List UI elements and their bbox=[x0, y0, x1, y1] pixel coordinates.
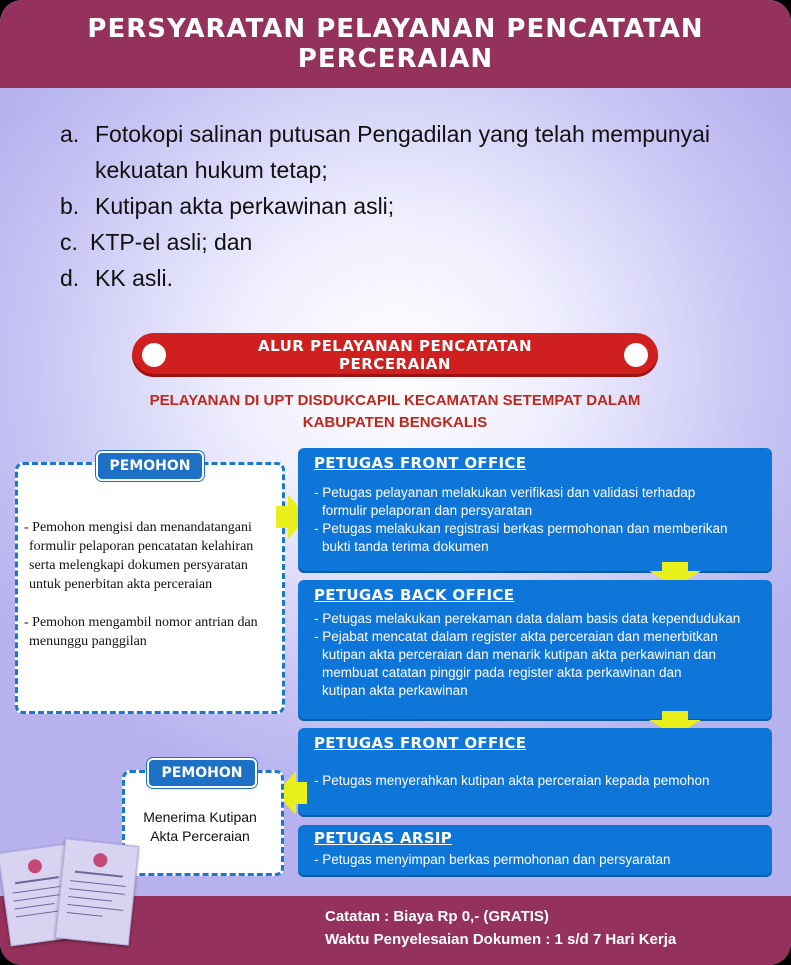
title-banner bbox=[0, 0, 791, 88]
office-title: PETUGAS FRONT OFFICE bbox=[314, 454, 527, 472]
flow-subtitle-line-2: KABUPATEN BENGKALIS bbox=[302, 414, 488, 431]
applicant-step-line: serta melengkapi dokumen persyaratan bbox=[29, 558, 248, 573]
requirement-text: KTP-el asli; dan bbox=[90, 229, 253, 255]
title-line-2: PERCERAIAN bbox=[297, 44, 494, 74]
requirement-letter: c. bbox=[60, 229, 78, 255]
office-title: PETUGAS FRONT OFFICE bbox=[314, 734, 527, 752]
title-line-1: PERSYARATAN PELAYANAN PENCATATAN bbox=[87, 14, 704, 44]
flow-arrow-left-stem bbox=[295, 782, 307, 804]
office-title: PETUGAS BACK OFFICE bbox=[314, 586, 515, 604]
front-office-box-1 bbox=[298, 448, 772, 571]
applicant-label-2: PEMOHON bbox=[147, 758, 257, 788]
flow-subtitle-line-1: PELAYANAN DI UPT DISDUKCAPIL KECAMATAN SETEMPAT DALAM bbox=[149, 392, 641, 409]
applicant-step-line: - Pemohon mengambil nomor antrian dan bbox=[24, 615, 258, 630]
office-step-line: - Petugas melakukan perekaman data dalam basis data kependudukan bbox=[314, 611, 741, 626]
requirement-text: KK asli. bbox=[95, 265, 173, 291]
office-step-line: - Petugas menyerahkan kutipan akta perceraian kepada pemohon bbox=[314, 773, 710, 788]
back-office-box bbox=[298, 580, 772, 719]
flow-title-line-2: PERCERAIAN bbox=[339, 355, 451, 373]
requirement-text: Kutipan akta perkawinan asli; bbox=[95, 193, 395, 219]
office-steps bbox=[314, 772, 710, 790]
flow-title-bar bbox=[132, 333, 658, 377]
applicant-step-line: Menerima Kutipan bbox=[143, 809, 257, 825]
requirement-text: kekuatan hukum tetap; bbox=[95, 157, 328, 183]
certificate-document-image bbox=[55, 838, 139, 945]
requirement-letter: b. bbox=[60, 193, 80, 219]
office-steps bbox=[314, 851, 670, 869]
applicant-step-line: menunggu panggilan bbox=[29, 634, 147, 649]
note-duration: Waktu Penyelesaian Dokumen : 1 s/d 7 Hari Kerja bbox=[325, 931, 677, 948]
requirement-letter: d. bbox=[60, 265, 80, 291]
applicant-step-line: Akta Perceraian bbox=[150, 828, 250, 844]
office-step-line: - Petugas pelayanan melakukan verifikasi dan validasi terhadap bbox=[314, 485, 696, 500]
office-title: PETUGAS ARSIP bbox=[314, 829, 453, 847]
office-step-line: kutipan akta perceraian dan menarik kutipan akta perkawinan dan bbox=[322, 647, 716, 662]
requirement-a bbox=[60, 116, 710, 188]
applicant-label-1: PEMOHON bbox=[96, 451, 204, 481]
office-step-line: kutipan akta perkawinan bbox=[322, 683, 468, 698]
office-step-line: membuat catatan pinggir pada register akta perkawinan dan bbox=[322, 665, 682, 680]
applicant-steps-2 bbox=[125, 808, 275, 846]
note-fee: Catatan : Biaya Rp 0,- (GRATIS) bbox=[325, 908, 549, 925]
office-steps bbox=[314, 484, 727, 556]
requirement-c bbox=[60, 224, 710, 260]
applicant-step-line: formulir pelaporan pencatatan kelahiran bbox=[29, 539, 254, 554]
archive-office-box bbox=[298, 825, 772, 875]
applicant-steps-1 bbox=[24, 518, 280, 651]
seal-icon bbox=[93, 852, 108, 867]
requirement-letter: a. bbox=[60, 121, 80, 147]
requirement-d bbox=[60, 260, 710, 296]
office-step-line: bukti tanda terima dokumen bbox=[322, 539, 489, 554]
applicant-step-line: untuk penerbitan akta perceraian bbox=[29, 577, 213, 592]
requirements-list bbox=[60, 116, 710, 296]
seal-icon bbox=[27, 858, 43, 874]
requirement-text: Fotokopi salinan putusan Pengadilan yang telah mempunyai bbox=[95, 121, 711, 147]
applicant-step-line: - Pemohon mengisi dan menandatangani bbox=[24, 520, 252, 535]
front-office-box-2 bbox=[298, 728, 772, 815]
requirement-b bbox=[60, 188, 710, 224]
office-step-line: - Petugas menyimpan berkas permohonan dan persyaratan bbox=[314, 852, 671, 867]
office-step-line: - Pejabat mencatat dalam register akta perceraian dan menerbitkan bbox=[314, 629, 718, 644]
office-step-line: - Petugas melakukan registrasi berkas permohonan dan memberikan bbox=[314, 521, 728, 536]
office-steps bbox=[314, 610, 740, 700]
office-step-line: formulir pelaporan dan persyaratan bbox=[322, 503, 533, 518]
applicant-step-line bbox=[24, 594, 280, 613]
flow-title-line-1: ALUR PELAYANAN PENCATATAN bbox=[257, 337, 533, 355]
